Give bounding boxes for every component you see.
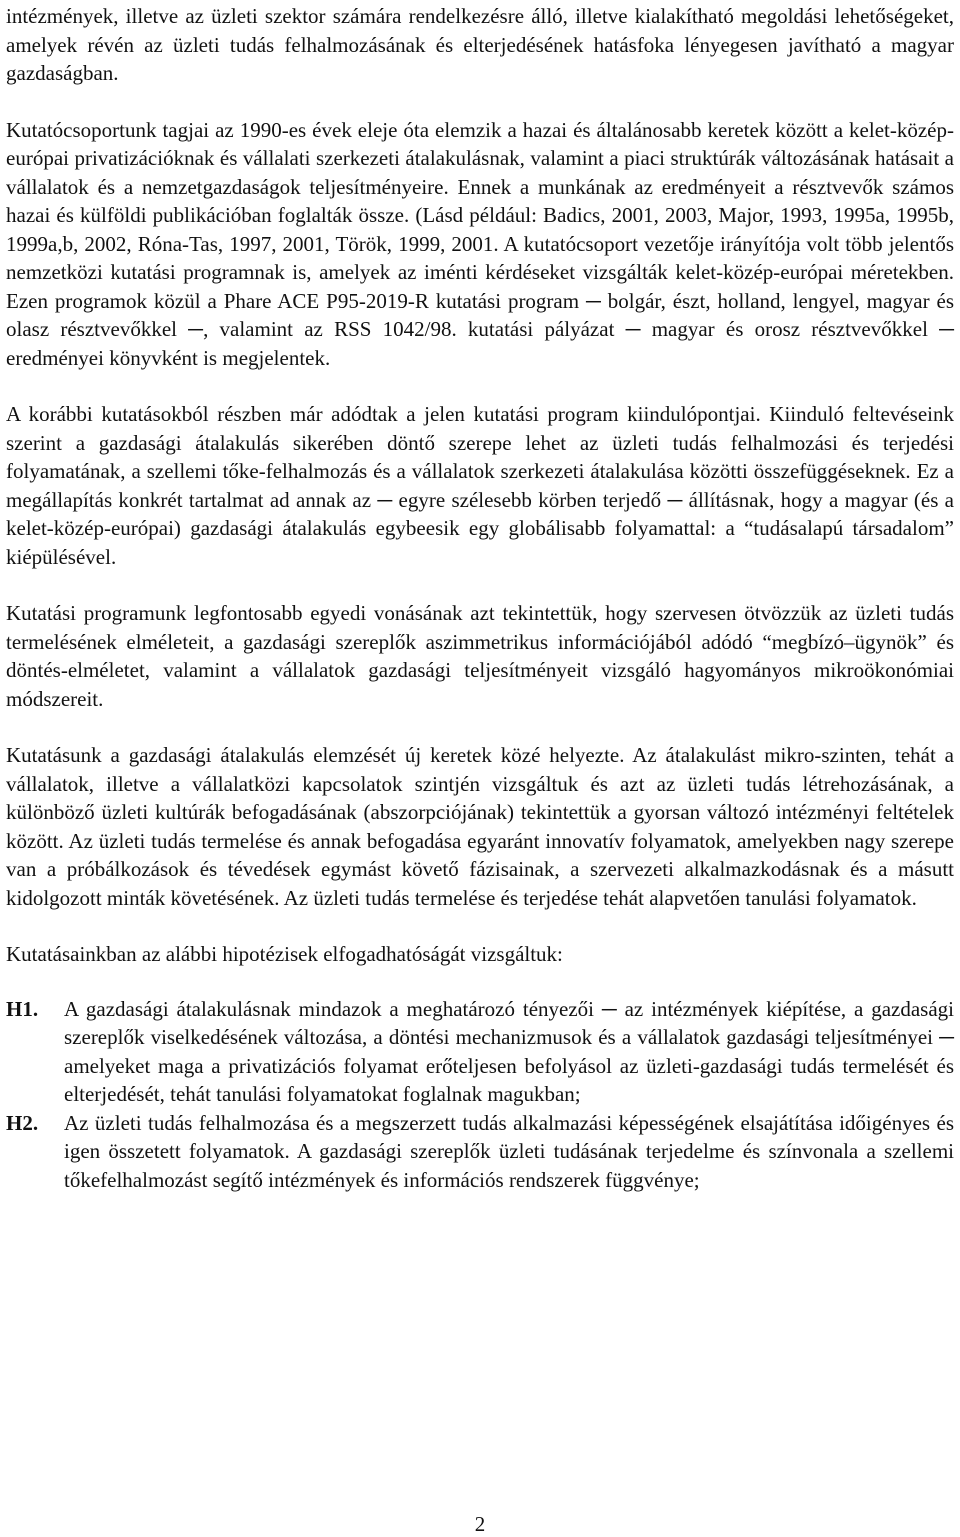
hypothesis-text: A gazdasági átalakulásnak mindazok a meghatározó tényezői ─ az intézmények kiépítése, a gazdasági szereplők viselkedésének változása, a döntési mechanizmusok és a vállalatok gazdasági teljesítményei ─ amelyeket maga a privatizációs folyamat erőteljesen befolyásol az üzleti-gazdasági tudás termelését és elterjedését, tehát tanulási folyamatokat foglalnak magukban; xyxy=(64,996,954,1106)
hypothesis-item xyxy=(6,995,954,1109)
hypothesis-label: H2. xyxy=(6,1110,39,1135)
hypothesis-list xyxy=(6,995,954,1195)
paragraph-starting-points: A korábbi kutatásokból részben már adódtak a jelen kutatási program kiindulópontjai. Kiinduló feltevéseink szerint a gazdasági átalakulás sikerében döntő szerepe lehet az üzleti tudás felhalmozási és terjedési folyamatának, a szellemi tőke-felhalmozás és a vállalatok szerkezeti átalakulása közötti összefüggéseknek. Ez a megállapítás konkrét tartalmat ad annak az ─ egyre szélesebb körben terjedő ─ állításnak, hogy a magyar (és a kelet-közép-európai) gazdasági átalakulás egybeesik egy globálisabb folyamattal: a “tudásalapú társadalom” kiépülésével. xyxy=(6,402,954,569)
hypothesis-label: H1. xyxy=(6,996,39,1021)
paragraph-research-group: Kutatócsoportunk tagjai az 1990-es évek eleje óta elemzik a hazai és általánosabb keretek között a kelet-közép-európai privatizációknak és vállalati szerkezeti átalakulásnak, valamint a piaci struktúrák változásának hatásait a vállalatok és a nemzetgazdaságok teljesítményeire. Ennek a munkának az eredményeit a résztvevők számos hazai és külföldi publikációban foglalták össze. (Lásd például: Badics, 2001, 2003, Major, 1993, 1995a, 1995b, 1999a,b, 2002, Róna-Tas, 1997, 2001, Török, 1999, 2001. A kutatócsoport vezetője irányítója volt több jelentős nemzetközi kutatási programnak is, amelyek az iménti kérdéseket vizsgálták kelet-közép-európai méretekben. Ezen programok közül a Phare ACE P95-2019-R kutatási program ─ bolgár, észt, holland, lengyel, magyar és olasz résztvevőkkel ─, valamint az RSS 1042/98. kutatási pályázat ─ magyar és orosz résztvevőkkel ─ eredményei könyvként is megjelentek. xyxy=(6,117,954,370)
paragraph-program-features: Kutatási programunk legfontosabb egyedi vonásának azt tekintettük, hogy szervesen ötvözzük az üzleti tudás termelésének elméleteit, a gazdasági szereplők aszimmetrikus információjából adódó “megbízó–ügynök” és döntés-elméletet, valamint a vállalatok gazdasági teljesítményeit vizsgáló hagyományos mikroökonómiai módszereit. xyxy=(6,601,954,711)
hypothesis-text: Az üzleti tudás felhalmozása és a megszerzett tudás alkalmazási képességének elsajátítása időigényes és igen összetett folyamatok. A gazdasági szereplők üzleti tudásának terjedelme és színvonala a szellemi tőkefelhalmozást segítő intézmények és információs rendszerek függvénye; xyxy=(64,1110,954,1192)
hypothesis-item xyxy=(6,1109,954,1195)
paragraph-intro-continuation: intézmények, illetve az üzleti szektor számára rendelkezésre álló, illetve kialakítható megoldási lehetőségeket, amelyek révén az üzleti tudás felhalmozásának és elterjedésének hatásfoka lényegesen javítható a magyar gazdaságban. xyxy=(6,4,954,85)
page-number: 2 xyxy=(474,1512,486,1536)
paragraph-framework: Kutatásunk a gazdasági átalakulás elemzését új keretek közé helyezte. Az átalakulást mikro-szinten, tehát a vállalatok, illetve a vállalatközi kapcsolatok szintjén vizsgáltuk és azt az üzleti tudás létrehozásának, a különböző üzleti kultúrák befogadásának (abszorpciójának) tekintettük a gyorsan változó intézményi feltételek között. Az üzleti tudás termelése és annak befogadása egyaránt innovatív folyamatok, amelyekben nagy szerepe van a próbálkozások és tévedések egymást követő fázisainak, a szervezeti alkalmazkodásnak és a másutt kidolgozott minták követésének. Az üzleti tudás termelése és terjedése tehát alapvetően tanulási folyamatok. xyxy=(6,743,954,910)
paragraph-hypotheses-intro: Kutatásainkban az alábbi hipotézisek elfogadhatóságát vizsgáltuk: xyxy=(6,942,563,966)
